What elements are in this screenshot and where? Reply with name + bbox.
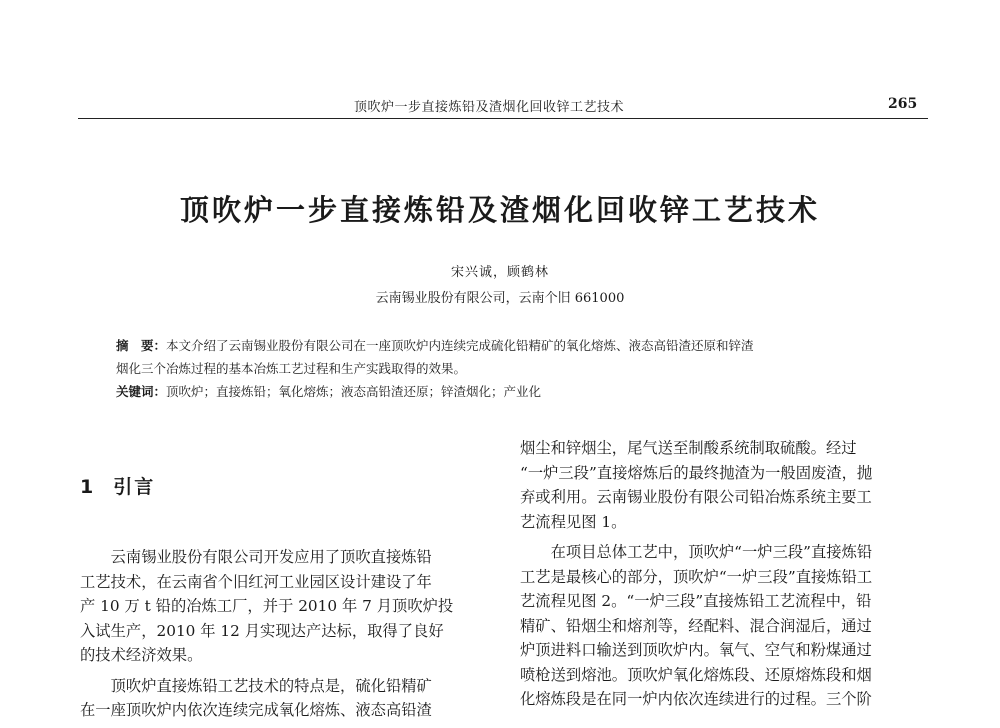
abstract-line-2: 烟化三个冶炼过程的基本冶炼工艺过程和生产实践取得的效果。 <box>116 361 467 376</box>
left-p2-line: 顶吹炉直接炼铅工艺技术的特点是，硫化铅精矿 <box>80 676 432 695</box>
right-p1-line: 弃或利用。云南锡业股份有限公司铅冶炼系统主要工 <box>520 488 872 506</box>
abstract-block <box>116 334 916 403</box>
left-p1-line: 的技术经济效果。 <box>80 646 203 664</box>
running-head-title: 顶吹炉一步直接炼铅及渣烟化回收锌工艺技术 <box>354 100 625 115</box>
right-p1-line: “一炉三段”直接熔炼后的最终抛渣为一般固废渣，抛 <box>520 463 873 482</box>
authors: 宋兴诚，顾鹤林 <box>450 265 549 280</box>
left-p1-line: 产 10 万 t 铅的冶炼工厂，并于 2010 年 7 月顶吹炉投 <box>80 597 454 615</box>
right-p2-line: 工艺是最核心的部分，顶吹炉“一炉三段”直接炼铅工 <box>520 567 873 586</box>
section-1-heading <box>80 472 173 499</box>
abstract-line-1 <box>116 334 916 357</box>
left-p1-line: 工艺技术，在云南省个旧红河工业园区设计建设了年 <box>80 572 432 591</box>
left-p2-line: 在一座顶吹炉内依次连续完成氧化熔炼、液态高铅渣 <box>80 701 432 719</box>
right-p2-line: 艺流程见图 2。“一炉三段”直接炼铅工艺流程中，铅 <box>520 592 872 610</box>
abstract-label: 摘 要： <box>116 338 167 353</box>
section-number: 1 <box>80 476 96 498</box>
section-title: 引言 <box>113 476 156 498</box>
left-p1-line: 入试生产，2010 年 12 月实现达产达标，取得了良好 <box>80 621 444 640</box>
right-p1-line: 艺流程见图 1。 <box>520 512 627 531</box>
keywords-line <box>116 380 916 403</box>
keywords-label: 关键词： <box>116 384 167 399</box>
affiliation: 云南锡业股份有限公司，云南个旧 661000 <box>375 291 625 306</box>
right-p2-line: 喷枪送到熔池。顶吹炉氧化熔炼段、还原熔炼段和烟 <box>520 665 872 684</box>
right-p2-line: 化熔炼段是在同一炉内依次连续进行的过程。三个阶 <box>520 690 872 708</box>
right-p2-line: 在项目总体工艺中，顶吹炉“一炉三段”直接炼铅 <box>520 543 873 561</box>
right-p1-line: 烟尘和锌烟尘，尾气送至制酸系统制取硫酸。经过 <box>520 439 857 457</box>
right-column <box>520 436 930 712</box>
header-rule <box>78 118 928 119</box>
right-p2-line: 炉顶进料口输送到顶吹炉内。氧气、空气和粉煤通过 <box>520 641 872 659</box>
left-column <box>80 545 490 723</box>
left-p1-line: 云南锡业股份有限公司开发应用了顶吹直接炼铅 <box>80 548 432 566</box>
keywords-text: 顶吹炉；直接炼铅；氧化熔炼；液态高铅渣还原；锌渣烟化；产业化 <box>166 384 542 399</box>
page-number: 265 <box>888 96 918 112</box>
right-p2-line: 精矿、铅烟尘和熔剂等，经配料、混合润湿后，通过 <box>520 616 872 635</box>
article-title: 顶吹炉一步直接炼铅及渣烟化回收锌工艺技术 <box>179 193 820 227</box>
abstract-text-1: 本文介绍了云南锡业股份有限公司在一座顶吹炉内连续完成硫化铅精矿的氧化熔炼、液态高铅渣还原和锌渣 <box>166 338 754 353</box>
